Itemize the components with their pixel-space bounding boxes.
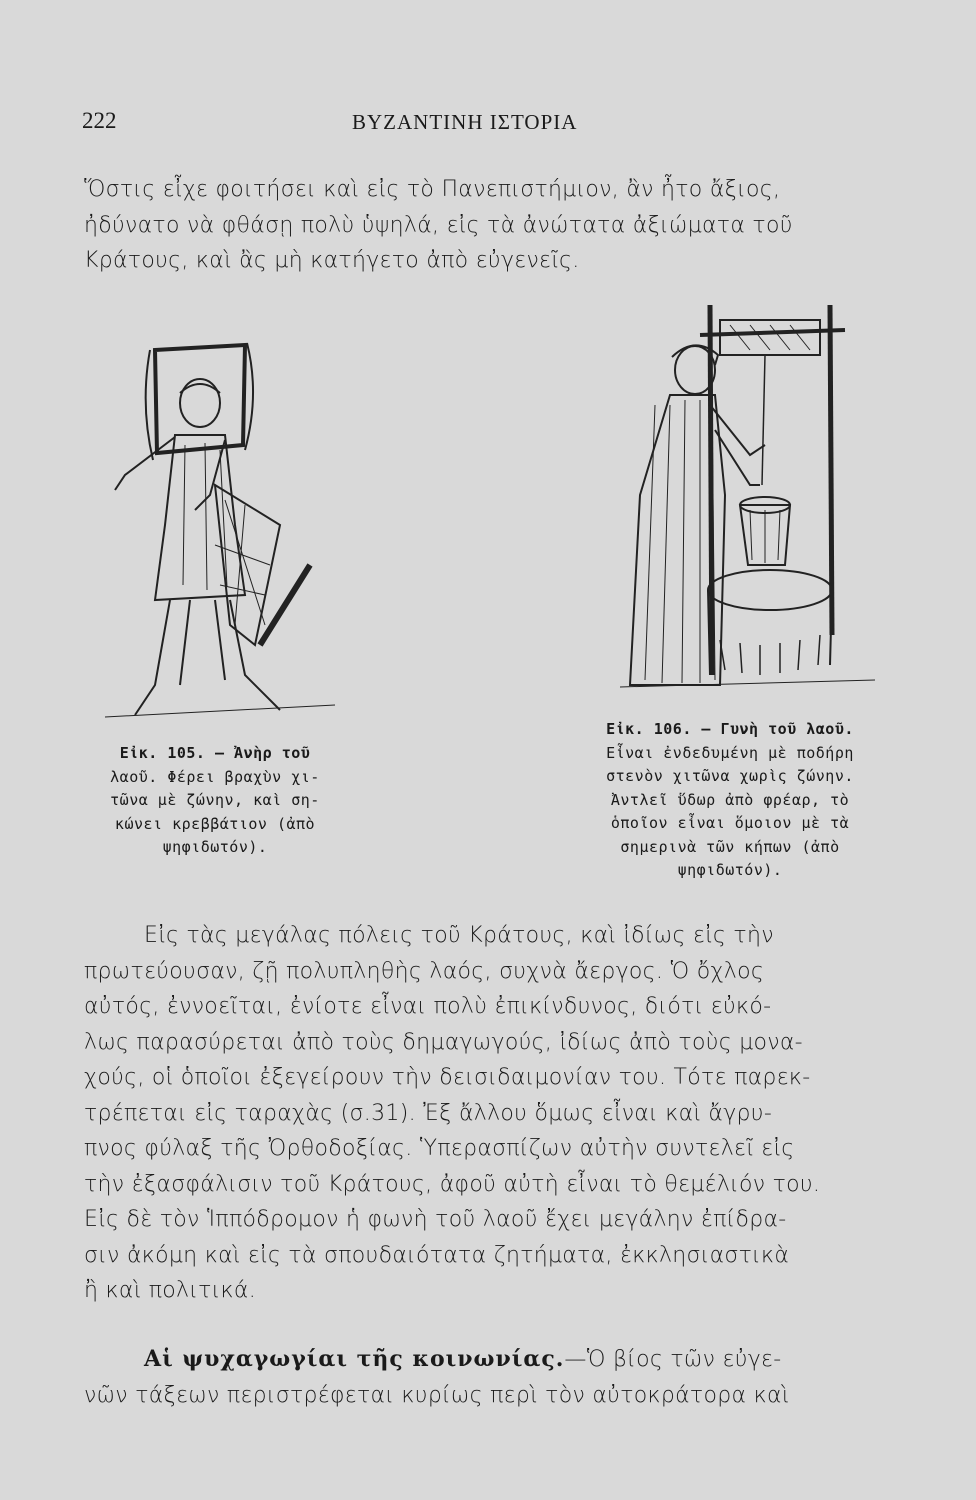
text-line: Κράτους, καὶ ἂς μὴ κατήγετο ἀπὸ εὐγενεῖς. xyxy=(84,248,580,273)
text-line: Εἰς τὰς μεγάλας πόλεις τοῦ Κράτους, καὶ ἰδίως εἰς τὴν xyxy=(144,923,774,948)
text-line: αὐτός, ἐννοεῖται, ἐνίοτε εἶναι πολὺ ἐπικίνδυνος, διότι εὐκό- xyxy=(84,994,772,1019)
figure-106-illustration xyxy=(600,295,885,705)
text-line: χούς, οἱ ὁποῖοι ἐξεγείρουν τὴν δεισιδαιμονίαν του. Τότε παρεκ- xyxy=(84,1065,811,1090)
text-line: ἢ καὶ πολιτικά. xyxy=(84,1278,257,1303)
paragraph-3 xyxy=(84,1342,884,1413)
page-header xyxy=(82,108,882,148)
man-carrying-bed-drawing xyxy=(95,325,345,725)
text-line: τρέπεται εἰς ταραχὰς (σ.31). Ἐξ ἄλλου ὅμως εἶναι καὶ ἄγρυ- xyxy=(84,1100,773,1126)
caption-line: λαοῦ. Φέρει βραχὺν χι- xyxy=(110,767,320,786)
text-line: λως παρασύρεται ἀπὸ τοὺς δημαγωγούς, ἰδίως ἀπὸ τοὺς μονα- xyxy=(84,1029,803,1055)
text-line: ἠδύνατο νὰ φθάσῃ πολὺ ὑψηλά, εἰς τὰ ἀνώτατα ἀξιώματα τοῦ xyxy=(84,212,793,238)
text-line: πνος φύλαξ τῆς Ὀρθοδοξίας. Ὑπερασπίζων αὐτὴν συντελεῖ εἰς xyxy=(84,1136,795,1161)
woman-drawing-water-drawing xyxy=(600,295,885,705)
running-title: ΒΥΖΑΝΤΙΝΗ ΙΣΤΟΡΙΑ xyxy=(352,110,578,134)
caption-line: ψηφιδωτόν). xyxy=(162,838,268,856)
text-line: πρωτεύουσαν, ζῇ πολυπληθὴς λαός, συχνὰ ἄεργος. Ὁ ὄχλος xyxy=(84,958,765,984)
text-line: νῶν τάξεων περιστρέφεται κυρίως περὶ τὸν αὐτοκράτορα καὶ xyxy=(84,1382,790,1408)
paragraph-1 xyxy=(84,172,884,279)
figure-106-caption xyxy=(580,718,880,883)
caption-line: σημερινὰ τῶν κήπων (ἀπὸ xyxy=(620,837,840,856)
caption-line: ὁποῖον εἶναι ὅμοιον μὲ τὰ xyxy=(610,814,850,832)
caption-line: στενὸν χιτῶνα χωρὶς ζώνην. xyxy=(606,767,854,785)
figure-105-illustration xyxy=(95,325,345,725)
text-line: τὴν ἐξασφάλισιν τοῦ Κράτους, ἀφοῦ αὐτὴ εἶναι τὸ θεμέλιόν του. xyxy=(84,1171,821,1197)
page-number: 222 xyxy=(82,108,117,133)
figure-105-caption xyxy=(80,742,350,860)
text-line: Εἰς δὲ τὸν Ἱππόδρομον ἡ φωνὴ τοῦ λαοῦ ἔχει μεγάλην ἐπίδρα- xyxy=(84,1207,787,1232)
caption-line: κώνει κρεββάτιον (ἀπὸ xyxy=(114,814,316,833)
section-heading: Αἱ ψυχαγωγίαι τῆς κοινωνίας. xyxy=(144,1346,565,1372)
text-line xyxy=(84,1342,884,1378)
caption-line: τῶνα μὲ ζώνην, καὶ ση- xyxy=(110,791,320,809)
text-line: σιν ἀκόμη καὶ εἰς τὰ σπουδαιότατα ζητήματα, ἐκκλησιαστικὰ xyxy=(84,1242,790,1268)
caption-line: Ἀντλεῖ ὕδωρ ἀπὸ φρέαρ, τὸ xyxy=(610,790,850,809)
text-line: Ὅστις εἶχε φοιτήσει καὶ εἰς τὸ Πανεπιστήμιον, ἂν ἦτο ἄξιος, xyxy=(84,177,781,202)
paragraph-2 xyxy=(84,918,884,1309)
caption-label: Εἰκ. 106. — Γυνὴ τοῦ λαοῦ. xyxy=(606,720,854,738)
heading-continuation: —Ὁ βίος τῶν εὐγε- xyxy=(564,1347,782,1372)
caption-line: ψηφιδωτόν). xyxy=(677,861,783,879)
caption-label: Εἰκ. 105. — Ἀνὴρ τοῦ xyxy=(119,744,311,762)
caption-line: Εἶναι ἐνδεδυμένη μὲ ποδήρη xyxy=(606,743,854,762)
